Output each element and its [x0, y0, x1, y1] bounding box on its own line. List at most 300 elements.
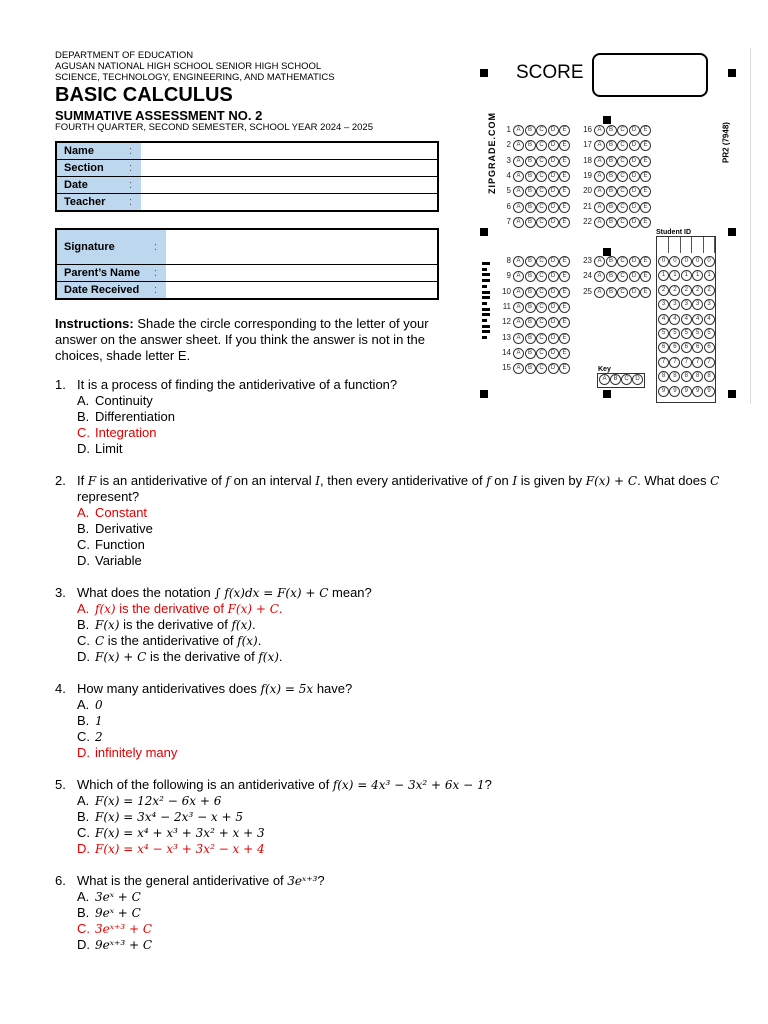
answer-bubble[interactable]: C	[617, 256, 628, 267]
answer-bubble[interactable]: B	[525, 217, 536, 228]
answer-option[interactable]	[55, 905, 745, 921]
answer-bubble[interactable]: E	[559, 287, 570, 298]
student-id-bubble[interactable]: 2	[704, 285, 715, 296]
zipgrade-brand: ZIPGRADE.COM	[487, 112, 497, 195]
answer-bubble[interactable]: C	[617, 156, 628, 167]
answer-bubble[interactable]: D	[629, 171, 640, 182]
question-number: 5.	[55, 777, 66, 792]
student-id-bubble[interactable]: 1	[658, 270, 669, 281]
answer-bubble[interactable]: C	[617, 171, 628, 182]
answer-bubble[interactable]: B	[525, 317, 536, 328]
answer-option[interactable]	[55, 729, 745, 745]
answer-option[interactable]	[55, 425, 745, 441]
answer-bubble[interactable]: C	[536, 317, 547, 328]
registration-mark-icon	[603, 390, 611, 398]
student-id-bubble[interactable]: 0	[681, 256, 692, 267]
student-id-bubble[interactable]: 7	[669, 357, 680, 368]
answer-bubble[interactable]: D	[629, 202, 640, 213]
answer-bubble[interactable]: D	[548, 171, 559, 182]
answer-bubble[interactable]: E	[640, 125, 651, 136]
answer-bubble[interactable]: A	[594, 186, 605, 197]
student-id-digit-box[interactable]	[669, 237, 681, 253]
student-id-bubble[interactable]: 4	[704, 314, 715, 325]
student-id-bubble[interactable]: 8	[658, 371, 669, 382]
answer-bubble[interactable]: C	[536, 171, 547, 182]
student-id-bubble[interactable]: 3	[692, 299, 703, 310]
received-row	[56, 282, 438, 300]
question-number: 23	[583, 256, 592, 265]
parent-field[interactable]	[166, 265, 438, 282]
answer-bubble[interactable]: E	[559, 125, 570, 136]
answer-option[interactable]	[55, 409, 745, 425]
math-expression: f	[486, 474, 491, 488]
student-id-bubble[interactable]: 7	[692, 357, 703, 368]
answer-bubble[interactable]: B	[525, 348, 536, 359]
answer-bubble[interactable]: C	[536, 271, 547, 282]
answer-bubble[interactable]: B	[525, 156, 536, 167]
student-id-bubble[interactable]: 7	[658, 357, 669, 368]
math-expression: f(x)	[231, 618, 253, 632]
answer-bubble[interactable]: E	[640, 217, 651, 228]
answer-sheet	[470, 48, 751, 404]
answer-bubble[interactable]: D	[629, 287, 640, 298]
answer-bubble[interactable]: C	[617, 271, 628, 282]
option-letter: B.	[77, 713, 90, 728]
student-id-digit-box[interactable]	[657, 237, 669, 253]
answer-bubble[interactable]: D	[548, 125, 559, 136]
answer-bubble[interactable]: A	[513, 186, 524, 197]
math-expression: C	[710, 474, 720, 488]
text-segment: Function	[95, 537, 145, 552]
option-letter: B.	[77, 409, 90, 424]
text-segment: is an antiderivative of	[96, 473, 226, 488]
answer-bubble[interactable]: E	[640, 256, 651, 267]
answer-bubble[interactable]: D	[629, 140, 640, 151]
answer-option[interactable]	[55, 617, 745, 633]
teacher-field[interactable]	[141, 194, 438, 212]
answer-bubble[interactable]: A	[513, 271, 524, 282]
student-id-bubble[interactable]: 9	[658, 386, 669, 397]
question-number: 5	[506, 186, 511, 196]
answer-bubble[interactable]: D	[548, 271, 559, 282]
answer-bubble[interactable]: A	[513, 140, 524, 151]
student-id-bubble[interactable]: 3	[704, 299, 715, 310]
answer-bubble[interactable]: D	[548, 302, 559, 313]
answer-bubble[interactable]: A	[594, 217, 605, 228]
answer-bubble[interactable]: D	[548, 333, 559, 344]
answer-bubble[interactable]: C	[536, 256, 547, 267]
colon: :	[122, 177, 141, 194]
student-id-bubble[interactable]: 8	[669, 371, 680, 382]
score-box[interactable]	[592, 53, 708, 97]
answer-bubble[interactable]: A	[513, 348, 524, 359]
answer-bubble[interactable]: E	[559, 333, 570, 344]
answer-bubble[interactable]: B	[525, 363, 536, 374]
answer-option[interactable]	[55, 841, 745, 857]
question-number: 4	[506, 170, 511, 180]
answer-bubble[interactable]: D	[629, 156, 640, 167]
student-id-bubble[interactable]: 1	[692, 270, 703, 281]
question-text	[77, 777, 492, 793]
answer-bubble[interactable]: D	[548, 317, 559, 328]
answer-bubble[interactable]: D	[548, 217, 559, 228]
student-id-bubble[interactable]: 9	[669, 386, 680, 397]
answer-bubble[interactable]: E	[559, 302, 570, 313]
answer-bubble[interactable]: A	[594, 256, 605, 267]
text-segment: ?	[484, 777, 492, 792]
student-id-bubble[interactable]: 1	[681, 270, 692, 281]
answer-bubble[interactable]: B	[525, 271, 536, 282]
section-field[interactable]	[141, 160, 438, 177]
answer-option[interactable]	[55, 793, 745, 809]
answer-bubble[interactable]: C	[536, 202, 547, 213]
question-number: 25	[583, 286, 592, 296]
answer-bubble[interactable]: B	[525, 202, 536, 213]
answer-option[interactable]	[55, 921, 745, 937]
student-id-bubble[interactable]: 0	[658, 256, 669, 267]
math-expression: f	[225, 474, 230, 488]
answer-bubble[interactable]: A	[594, 171, 605, 182]
teacher-label: Teacher	[56, 194, 122, 212]
answer-option[interactable]	[55, 745, 745, 761]
math-expression: f(x)	[258, 650, 279, 664]
registration-mark-icon	[603, 116, 611, 124]
student-id-bubble[interactable]: 8	[704, 371, 715, 382]
answer-bubble[interactable]: D	[629, 256, 640, 267]
student-id-bubble[interactable]: 6	[681, 342, 692, 353]
math-expression: F	[87, 474, 97, 488]
option-letter: C.	[77, 729, 90, 744]
answer-bubble[interactable]: E	[559, 317, 570, 328]
exam-term: FOURTH QUARTER, SECOND SEMESTER, SCHOOL YEAR 2024 – 2025	[55, 122, 373, 133]
strand: SCIENCE, TECHNOLOGY, ENGINEERING, AND MATHEMATICS	[55, 72, 335, 83]
student-id-bubble[interactable]: 6	[704, 342, 715, 353]
student-id-bubble[interactable]: 0	[692, 256, 703, 267]
answer-bubble[interactable]: D	[548, 156, 559, 167]
answer-bubble[interactable]: B	[525, 287, 536, 298]
date-label: Date	[56, 177, 122, 194]
student-id-digit-box[interactable]	[703, 237, 715, 253]
answer-option[interactable]	[55, 553, 745, 569]
answer-bubble[interactable]: E	[559, 256, 570, 267]
answer-bubble[interactable]: E	[640, 156, 651, 167]
key-bubble[interactable]: D	[632, 374, 643, 385]
key-bubble[interactable]: B	[610, 374, 621, 385]
math-expression: 3eˣ⁺³ + C	[95, 922, 153, 936]
timing-mark-icon	[482, 313, 490, 316]
answer-bubble[interactable]: C	[617, 217, 628, 228]
timing-mark-icon	[482, 302, 487, 305]
answer-bubble[interactable]: A	[594, 271, 605, 282]
option-letter: C.	[77, 825, 90, 840]
answer-option[interactable]	[55, 809, 745, 825]
answer-bubble[interactable]: C	[536, 287, 547, 298]
question	[55, 473, 745, 569]
question-text	[77, 473, 745, 505]
text-segment: Differentiation	[95, 409, 175, 424]
text-segment: What does the notation	[77, 585, 215, 600]
answer-bubble[interactable]: C	[617, 125, 628, 136]
answer-bubble[interactable]: C	[536, 363, 547, 374]
math-expression: F(x) = x⁴ + x³ + 3x² + x + 3	[95, 826, 265, 840]
answer-option[interactable]	[55, 889, 745, 905]
answer-bubble[interactable]: A	[513, 202, 524, 213]
answer-bubble[interactable]: E	[640, 140, 651, 151]
key-bubble[interactable]: C	[621, 374, 632, 385]
answer-bubble[interactable]: E	[559, 171, 570, 182]
answer-bubble[interactable]: A	[513, 287, 524, 298]
text-segment: It is a process of finding the antiderivative of a function?	[77, 377, 398, 392]
colon: :	[147, 265, 166, 282]
answer-bubble[interactable]: A	[594, 156, 605, 167]
student-id-bubble[interactable]: 9	[704, 386, 715, 397]
timing-mark-icon	[482, 268, 487, 271]
question-number: 17	[583, 140, 592, 150]
text-segment: is the antiderivative of	[104, 633, 238, 648]
question	[55, 681, 745, 761]
question-number: 8	[506, 256, 511, 265]
math-expression: I	[315, 474, 321, 488]
answer-bubble[interactable]: D	[629, 217, 640, 228]
student-id-bubble[interactable]: 2	[681, 285, 692, 296]
student-id-bubble[interactable]: 5	[681, 328, 692, 339]
math-expression: 2	[95, 730, 103, 744]
answer-option[interactable]	[55, 937, 745, 953]
answer-bubble[interactable]: B	[606, 271, 617, 282]
text-segment: Variable	[95, 553, 142, 568]
question-number: 1	[506, 125, 511, 134]
answer-bubble[interactable]: A	[594, 287, 605, 298]
answer-bubble[interactable]: E	[640, 186, 651, 197]
answer-option[interactable]	[55, 441, 745, 457]
answer-bubble[interactable]: C	[536, 348, 547, 359]
student-id-bubble[interactable]: 0	[704, 256, 715, 267]
student-id-bubble[interactable]: 7	[704, 357, 715, 368]
student-id-bubble[interactable]: 3	[681, 299, 692, 310]
option-letter: D.	[77, 745, 90, 760]
answer-bubble[interactable]: E	[559, 140, 570, 151]
student-id-bubble[interactable]: 4	[658, 314, 669, 325]
answer-bubble[interactable]: A	[513, 156, 524, 167]
answer-bubble[interactable]: D	[548, 202, 559, 213]
student-id-bubble[interactable]: 8	[692, 371, 703, 382]
answer-bubble[interactable]: B	[606, 256, 617, 267]
received-field[interactable]	[166, 282, 438, 300]
answer-bubble[interactable]: E	[559, 186, 570, 197]
answer-bubble[interactable]: C	[617, 186, 628, 197]
answer-bubble[interactable]: C	[536, 186, 547, 197]
answer-option[interactable]	[55, 537, 745, 553]
text-segment: is the derivative of	[146, 649, 259, 664]
registration-mark-icon	[728, 228, 736, 236]
answer-bubble[interactable]: B	[606, 202, 617, 213]
answer-bubble[interactable]: D	[548, 140, 559, 151]
answer-option[interactable]	[55, 697, 745, 713]
math-expression: f(x)	[95, 602, 116, 616]
text-segment: Constant	[95, 505, 148, 520]
option-letter: B.	[77, 905, 90, 920]
answer-bubble[interactable]: D	[548, 363, 559, 374]
signature-field[interactable]	[166, 229, 438, 265]
answer-bubble[interactable]: E	[640, 171, 651, 182]
question-number: 6.	[55, 873, 66, 888]
answer-bubble[interactable]: A	[513, 125, 524, 136]
student-id-bubble[interactable]: 6	[669, 342, 680, 353]
student-id-bubble[interactable]: 5	[658, 328, 669, 339]
answer-bubble[interactable]: B	[525, 256, 536, 267]
student-id-bubble[interactable]: 9	[681, 386, 692, 397]
answer-bubble[interactable]: B	[606, 171, 617, 182]
student-id-bubble[interactable]: 7	[681, 357, 692, 368]
text-segment: ?	[317, 873, 325, 888]
answer-option[interactable]	[55, 713, 745, 729]
date-row	[56, 177, 438, 194]
student-id-digit-box[interactable]	[692, 237, 704, 253]
question-stem	[55, 585, 745, 601]
answer-bubble[interactable]: D	[629, 271, 640, 282]
answer-bubble[interactable]: A	[513, 302, 524, 313]
answer-bubble[interactable]: D	[548, 256, 559, 267]
question-number: 14	[502, 347, 511, 357]
answer-bubble[interactable]: C	[617, 140, 628, 151]
answer-bubble[interactable]: E	[559, 217, 570, 228]
option-letter: B.	[77, 809, 90, 824]
registration-mark-icon	[480, 228, 488, 236]
answer-bubble[interactable]: C	[536, 125, 547, 136]
answer-option[interactable]	[55, 825, 745, 841]
answer-bubble[interactable]: E	[559, 271, 570, 282]
school: AGUSAN NATIONAL HIGH SCHOOL SENIOR HIGH SCHOOL	[55, 61, 322, 72]
answer-bubble[interactable]: E	[559, 156, 570, 167]
answer-option[interactable]	[55, 505, 745, 521]
answer-option[interactable]	[55, 601, 745, 617]
answer-bubble[interactable]: C	[617, 287, 628, 298]
exam-title: BASIC CALCULUS	[55, 84, 233, 106]
student-id-bubble[interactable]: 4	[669, 314, 680, 325]
answer-bubble[interactable]: B	[606, 156, 617, 167]
student-id-bubble[interactable]: 1	[669, 270, 680, 281]
answer-bubble[interactable]: E	[640, 202, 651, 213]
answer-option[interactable]	[55, 649, 745, 665]
answer-bubble[interactable]: E	[559, 202, 570, 213]
section-label: Section	[56, 160, 122, 177]
student-id-bubble[interactable]: 6	[658, 342, 669, 353]
question-stem	[55, 777, 745, 793]
math-expression: 0	[95, 698, 103, 712]
student-id-bubble[interactable]: 2	[669, 285, 680, 296]
answer-bubble[interactable]: D	[548, 287, 559, 298]
answer-bubble[interactable]: B	[606, 287, 617, 298]
answer-bubble[interactable]: B	[606, 140, 617, 151]
answer-bubble[interactable]: B	[525, 302, 536, 313]
answer-bubble[interactable]: A	[513, 217, 524, 228]
question-text	[77, 585, 372, 601]
student-id-bubble[interactable]: 2	[658, 285, 669, 296]
answer-bubble[interactable]: B	[606, 125, 617, 136]
student-id-bubble[interactable]: 5	[669, 328, 680, 339]
answer-bubble[interactable]: D	[548, 186, 559, 197]
text-segment: mean?	[328, 585, 372, 600]
student-id-bubble[interactable]: 6	[692, 342, 703, 353]
answer-bubble[interactable]: A	[594, 202, 605, 213]
date-field[interactable]	[141, 177, 438, 194]
answer-bubble[interactable]: B	[525, 333, 536, 344]
text-segment: If	[77, 473, 88, 488]
answer-bubble[interactable]: A	[594, 125, 605, 136]
question-number: 9	[506, 271, 511, 281]
student-id-bubble[interactable]: 4	[681, 314, 692, 325]
question-number: 3	[506, 155, 511, 165]
answer-bubble[interactable]: C	[536, 333, 547, 344]
answer-bubble[interactable]: A	[513, 333, 524, 344]
math-expression: F(x) = x⁴ − x³ + 3x² − x + 4	[95, 842, 265, 856]
answer-bubble[interactable]: E	[559, 363, 570, 374]
student-id-bubble[interactable]: 3	[658, 299, 669, 310]
answer-bubble[interactable]: B	[525, 171, 536, 182]
colon: :	[122, 142, 141, 160]
student-id-bubble[interactable]: 1	[704, 270, 715, 281]
answer-bubble[interactable]: B	[525, 125, 536, 136]
answer-bubble[interactable]: C	[536, 217, 547, 228]
question-text	[77, 873, 325, 889]
answer-option[interactable]	[55, 633, 745, 649]
answer-bubble[interactable]: A	[513, 363, 524, 374]
answer-bubble[interactable]: D	[629, 125, 640, 136]
answer-bubble[interactable]: A	[513, 256, 524, 267]
answer-bubble[interactable]: E	[640, 287, 651, 298]
text-segment: is the derivative of	[119, 617, 232, 632]
answer-bubble[interactable]: C	[617, 202, 628, 213]
answer-option[interactable]	[55, 521, 745, 537]
student-id-bubble[interactable]: 0	[669, 256, 680, 267]
text-segment: What is the general antiderivative of	[77, 873, 288, 888]
answer-bubble[interactable]: E	[559, 348, 570, 359]
student-id-bubble[interactable]: 8	[681, 371, 692, 382]
key-bubble[interactable]: A	[599, 374, 610, 385]
student-id-bubble[interactable]: 3	[669, 299, 680, 310]
teacher-row	[56, 194, 438, 212]
question-text	[77, 377, 397, 393]
student-id-bubble[interactable]: 5	[704, 328, 715, 339]
name-field[interactable]	[141, 142, 438, 160]
answer-bubble[interactable]: B	[525, 140, 536, 151]
answer-bubble[interactable]: B	[606, 186, 617, 197]
answer-bubble[interactable]: C	[536, 302, 547, 313]
answer-bubble[interactable]: E	[640, 271, 651, 282]
text-segment: on an interval	[229, 473, 316, 488]
question-number: 19	[583, 170, 592, 180]
student-id-digit-box[interactable]	[680, 237, 692, 253]
student-id-bubble[interactable]: 2	[692, 285, 703, 296]
question-number: 24	[583, 271, 592, 281]
timing-mark-icon	[482, 319, 487, 322]
student-id-bubble[interactable]: 4	[692, 314, 703, 325]
student-id-bubble[interactable]: 5	[692, 328, 703, 339]
answer-bubble[interactable]: D	[629, 186, 640, 197]
option-letter: D.	[77, 441, 90, 456]
text-segment: .	[278, 601, 283, 616]
answer-bubble[interactable]: C	[536, 156, 547, 167]
answer-bubble[interactable]: C	[536, 140, 547, 151]
math-expression: F(x) + C	[95, 650, 147, 664]
answer-bubble[interactable]: A	[594, 140, 605, 151]
answer-bubble[interactable]: B	[606, 217, 617, 228]
answer-bubble[interactable]: A	[513, 171, 524, 182]
answer-bubble[interactable]: D	[548, 348, 559, 359]
answer-bubble[interactable]: B	[525, 186, 536, 197]
student-id-bubble[interactable]: 9	[692, 386, 703, 397]
answer-bubble[interactable]: A	[513, 317, 524, 328]
